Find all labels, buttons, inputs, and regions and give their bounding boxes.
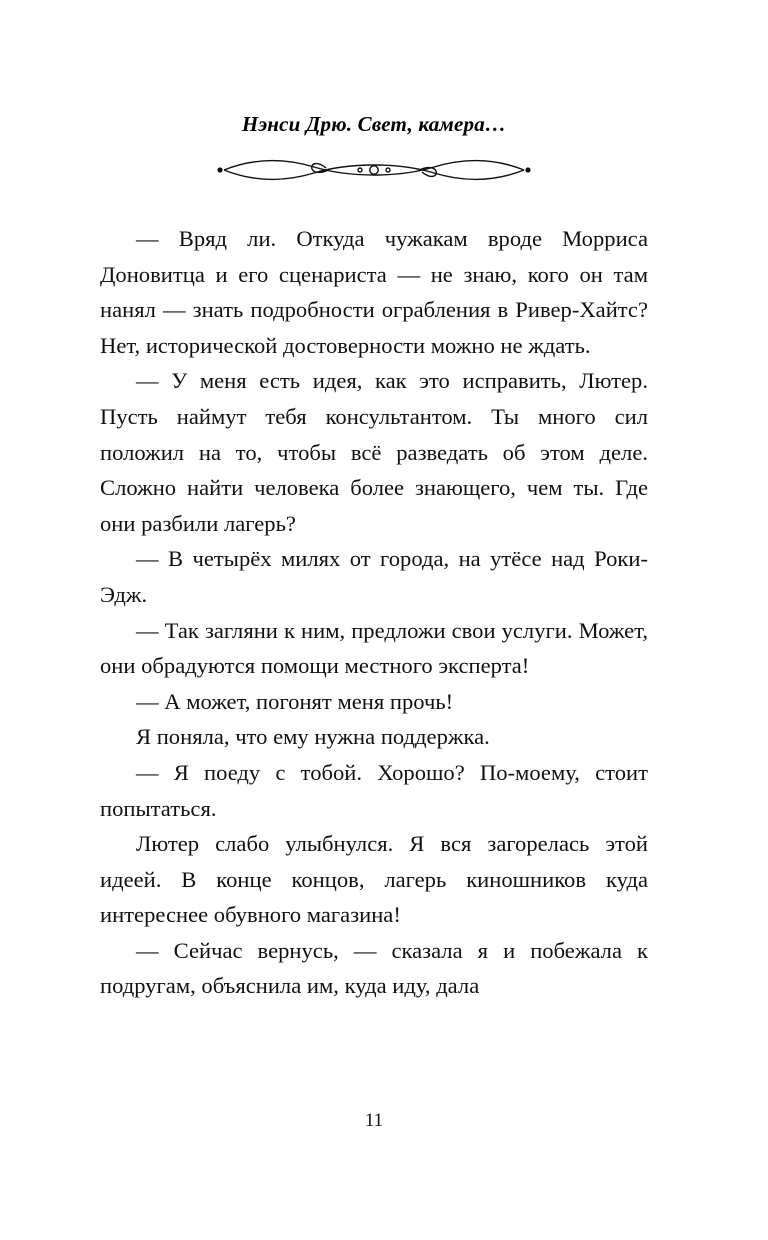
decorative-divider-flourish-icon	[100, 153, 648, 187]
paragraph: — У меня есть идея, как это исправить, Лютер. Пусть наймут тебя консультантом. Ты много сил положил на то, чтобы всё разведать об этом деле. Сложно найти человека более знающего, чем ты. Где они разбили лагерь?	[100, 368, 648, 536]
running-head: Нэнси Дрю. Свет, камера…	[241, 112, 507, 136]
paragraph: Я поняла, что ему нужна поддержка.	[136, 724, 490, 750]
paragraph: Лютер слабо улыбнулся. Я вся загорелась этой идеей. В конце концов, лагерь киношников куда интереснее обувного магазина!	[100, 831, 648, 928]
paragraph: — Сейчас вернусь, — сказала я и побежала к подругам, объяснила им, куда иду, дала	[100, 937, 648, 999]
paragraph: — В четырёх милях от города, на утёсе над Роки-Эдж.	[100, 546, 648, 607]
body-text	[100, 221, 648, 1004]
paragraph: — Так загляни к ним, предложи свои услуги. Может, они обрадуются помощи местного эксперта!	[100, 617, 648, 679]
page-content	[100, 0, 648, 1240]
paragraph: — Вряд ли. Откуда чужакам вроде Морриса Доновитца и его сценариста — не знаю, кого он там нанял — знать подробности ограбления в Ривер-Хайтс? Нет, исторической достоверности можно не ждать.	[100, 226, 648, 358]
page-number: 11	[364, 1110, 384, 1131]
paragraph: — А может, погонят меня прочь!	[136, 688, 454, 714]
paragraph: — Я поеду с тобой. Хорошо? По-моему, стоит попытаться.	[100, 759, 648, 821]
